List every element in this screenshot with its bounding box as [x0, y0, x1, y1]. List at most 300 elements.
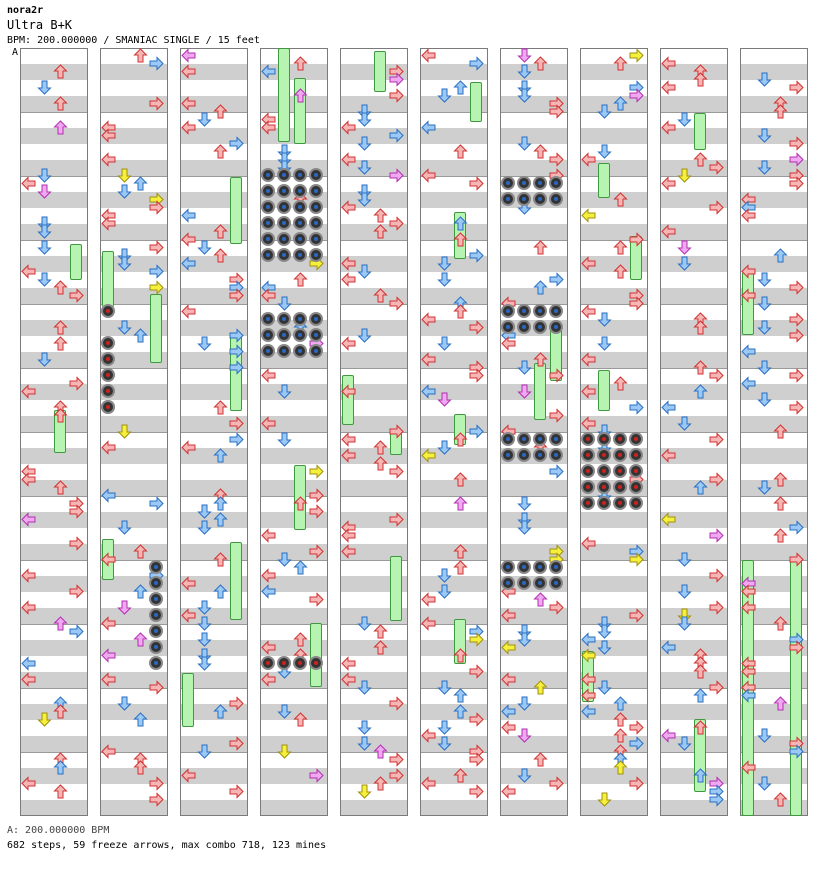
down-arrow-icon [37, 168, 52, 183]
right-arrow-icon [789, 744, 804, 759]
down-arrow-icon [597, 104, 612, 119]
down-arrow-icon [357, 160, 372, 175]
up-arrow-icon [693, 664, 708, 679]
left-arrow-icon [421, 312, 436, 327]
freeze-arrow [790, 560, 802, 816]
left-arrow-icon [21, 672, 36, 687]
right-arrow-icon [549, 104, 564, 119]
left-arrow-icon [21, 656, 36, 671]
right-arrow-icon [789, 152, 804, 167]
left-arrow-icon [341, 256, 356, 271]
right-arrow-icon [709, 160, 724, 175]
up-arrow-icon [453, 304, 468, 319]
up-arrow-icon [53, 408, 68, 423]
mine-icon [277, 328, 291, 342]
mine-icon [597, 464, 611, 478]
left-arrow-icon [101, 152, 116, 167]
up-arrow-icon [133, 712, 148, 727]
mine-icon [293, 312, 307, 326]
right-arrow-icon [309, 768, 324, 783]
down-arrow-icon [357, 264, 372, 279]
measure-column [20, 48, 88, 816]
right-arrow-icon [309, 544, 324, 559]
right-arrow-icon [389, 88, 404, 103]
down-arrow-icon [117, 184, 132, 199]
up-arrow-icon [773, 424, 788, 439]
right-arrow-icon [709, 528, 724, 543]
mine-icon [277, 312, 291, 326]
left-arrow-icon [501, 720, 516, 735]
left-arrow-icon [581, 256, 596, 271]
left-arrow-icon [581, 536, 596, 551]
right-arrow-icon [389, 168, 404, 183]
right-arrow-icon [469, 176, 484, 191]
up-arrow-icon [293, 496, 308, 511]
mine-icon [309, 232, 323, 246]
mine-icon [309, 248, 323, 262]
up-arrow-icon [533, 752, 548, 767]
right-arrow-icon [149, 776, 164, 791]
up-arrow-icon [213, 224, 228, 239]
measure-column [340, 48, 408, 816]
down-arrow-icon [37, 240, 52, 255]
down-arrow-icon [437, 720, 452, 735]
left-arrow-icon [341, 120, 356, 135]
up-arrow-icon [373, 744, 388, 759]
mine-icon [261, 232, 275, 246]
mine-icon [613, 496, 627, 510]
up-arrow-icon [613, 264, 628, 279]
right-arrow-icon [149, 240, 164, 255]
right-arrow-icon [629, 88, 644, 103]
right-arrow-icon [709, 600, 724, 615]
down-arrow-icon [597, 144, 612, 159]
up-arrow-icon [773, 248, 788, 263]
freeze-arrow [310, 623, 322, 687]
left-arrow-icon [261, 120, 276, 135]
left-arrow-icon [181, 64, 196, 79]
left-arrow-icon [661, 728, 676, 743]
left-arrow-icon [341, 432, 356, 447]
down-arrow-icon [677, 616, 692, 631]
up-arrow-icon [693, 384, 708, 399]
left-arrow-icon [21, 384, 36, 399]
up-arrow-icon [133, 632, 148, 647]
left-arrow-icon [261, 584, 276, 599]
down-arrow-icon [517, 88, 532, 103]
left-arrow-icon [421, 352, 436, 367]
down-arrow-icon [197, 656, 212, 671]
mine-icon [629, 448, 643, 462]
up-arrow-icon [53, 320, 68, 335]
down-arrow-icon [37, 80, 52, 95]
mine-icon [277, 248, 291, 262]
up-arrow-icon [453, 648, 468, 663]
up-arrow-icon [693, 152, 708, 167]
right-arrow-icon [469, 248, 484, 263]
mine-icon [549, 176, 563, 190]
down-arrow-icon [597, 312, 612, 327]
down-arrow-icon [117, 696, 132, 711]
left-arrow-icon [21, 776, 36, 791]
measure-column [660, 48, 728, 816]
right-arrow-icon [229, 784, 244, 799]
mine-icon [501, 304, 515, 318]
down-arrow-icon [357, 136, 372, 151]
freeze-arrow [598, 163, 610, 198]
mine-icon [309, 168, 323, 182]
left-arrow-icon [421, 120, 436, 135]
up-arrow-icon [773, 616, 788, 631]
right-arrow-icon [549, 272, 564, 287]
up-arrow-icon [53, 760, 68, 775]
mine-icon [533, 432, 547, 446]
chart-stats: 682 steps, 59 freeze arrows, max combo 718, 123 mines [7, 840, 327, 851]
left-arrow-icon [501, 336, 516, 351]
right-arrow-icon [69, 584, 84, 599]
measure-column [740, 48, 808, 816]
mine-icon [501, 432, 515, 446]
up-arrow-icon [613, 96, 628, 111]
left-arrow-icon [341, 384, 356, 399]
freeze-arrow [102, 251, 114, 307]
left-arrow-icon [741, 688, 756, 703]
right-arrow-icon [389, 464, 404, 479]
up-arrow-icon [133, 760, 148, 775]
up-arrow-icon [453, 544, 468, 559]
right-arrow-icon [389, 768, 404, 783]
up-arrow-icon [213, 104, 228, 119]
left-arrow-icon [741, 584, 756, 599]
down-arrow-icon [117, 256, 132, 271]
down-arrow-icon [597, 624, 612, 639]
right-arrow-icon [229, 696, 244, 711]
left-arrow-icon [741, 344, 756, 359]
up-arrow-icon [693, 688, 708, 703]
right-arrow-icon [229, 328, 244, 343]
down-arrow-icon [597, 792, 612, 807]
mine-icon [261, 656, 275, 670]
up-arrow-icon [453, 216, 468, 231]
left-arrow-icon [181, 208, 196, 223]
down-arrow-icon [37, 272, 52, 287]
up-arrow-icon [133, 176, 148, 191]
freeze-arrow [534, 363, 546, 420]
down-arrow-icon [677, 112, 692, 127]
down-arrow-icon [677, 584, 692, 599]
left-arrow-icon [341, 672, 356, 687]
left-arrow-icon [101, 744, 116, 759]
left-arrow-icon [421, 728, 436, 743]
left-arrow-icon [181, 576, 196, 591]
mine-icon [293, 216, 307, 230]
mine-icon [597, 496, 611, 510]
up-arrow-icon [613, 56, 628, 71]
left-arrow-icon [341, 152, 356, 167]
up-arrow-icon [373, 288, 388, 303]
down-arrow-icon [117, 520, 132, 535]
left-arrow-icon [581, 384, 596, 399]
mine-icon [581, 432, 595, 446]
right-arrow-icon [709, 200, 724, 215]
down-arrow-icon [677, 552, 692, 567]
freeze-arrow [374, 51, 386, 92]
down-arrow-icon [437, 88, 452, 103]
left-arrow-icon [741, 664, 756, 679]
right-arrow-icon [789, 136, 804, 151]
mine-icon [293, 344, 307, 358]
right-arrow-icon [709, 368, 724, 383]
mine-icon [613, 480, 627, 494]
down-arrow-icon [357, 328, 372, 343]
mine-icon [533, 320, 547, 334]
freeze-arrow [390, 556, 402, 621]
bpm-legend: A: 200.000000 BPM [7, 825, 110, 836]
right-arrow-icon [469, 712, 484, 727]
left-arrow-icon [661, 512, 676, 527]
left-arrow-icon [741, 208, 756, 223]
up-arrow-icon [773, 104, 788, 119]
right-arrow-icon [469, 784, 484, 799]
up-arrow-icon [53, 96, 68, 111]
right-arrow-icon [629, 776, 644, 791]
measure-column [580, 48, 648, 816]
left-arrow-icon [741, 600, 756, 615]
left-arrow-icon [101, 672, 116, 687]
freeze-arrow [470, 82, 482, 122]
left-arrow-icon [261, 416, 276, 431]
right-arrow-icon [629, 736, 644, 751]
mine-icon [613, 432, 627, 446]
mine-icon [581, 480, 595, 494]
up-arrow-icon [213, 248, 228, 263]
right-arrow-icon [469, 56, 484, 71]
left-arrow-icon [101, 488, 116, 503]
mine-icon [277, 656, 291, 670]
left-arrow-icon [21, 472, 36, 487]
mine-icon [517, 192, 531, 206]
left-arrow-icon [261, 672, 276, 687]
bpm-marker-label: A [12, 47, 19, 58]
mine-icon [101, 368, 115, 382]
mine-icon [533, 304, 547, 318]
mine-icon [597, 432, 611, 446]
left-arrow-icon [661, 56, 676, 71]
right-arrow-icon [549, 368, 564, 383]
left-arrow-icon [261, 528, 276, 543]
mine-icon [309, 312, 323, 326]
up-arrow-icon [453, 560, 468, 575]
up-arrow-icon [693, 768, 708, 783]
down-arrow-icon [357, 192, 372, 207]
measure-column [500, 48, 568, 816]
down-arrow-icon [357, 784, 372, 799]
right-arrow-icon [629, 720, 644, 735]
mine-icon [533, 192, 547, 206]
up-arrow-icon [693, 72, 708, 87]
down-arrow-icon [117, 424, 132, 439]
mine-icon [501, 176, 515, 190]
right-arrow-icon [469, 632, 484, 647]
mine-icon [277, 216, 291, 230]
left-arrow-icon [341, 656, 356, 671]
right-arrow-icon [389, 128, 404, 143]
mine-icon [293, 168, 307, 182]
right-arrow-icon [789, 520, 804, 535]
down-arrow-icon [437, 584, 452, 599]
up-arrow-icon [533, 680, 548, 695]
down-arrow-icon [197, 600, 212, 615]
right-arrow-icon [469, 368, 484, 383]
left-arrow-icon [741, 760, 756, 775]
left-arrow-icon [501, 608, 516, 623]
down-arrow-icon [437, 256, 452, 271]
left-arrow-icon [421, 48, 436, 63]
right-arrow-icon [789, 280, 804, 295]
up-arrow-icon [133, 584, 148, 599]
up-arrow-icon [613, 712, 628, 727]
down-arrow-icon [517, 136, 532, 151]
right-arrow-icon [69, 288, 84, 303]
down-arrow-icon [117, 320, 132, 335]
left-arrow-icon [181, 768, 196, 783]
mine-icon [549, 192, 563, 206]
freeze-arrow [598, 370, 610, 411]
left-arrow-icon [581, 672, 596, 687]
right-arrow-icon [629, 552, 644, 567]
freeze-arrow [742, 272, 754, 335]
down-arrow-icon [757, 296, 772, 311]
down-arrow-icon [757, 128, 772, 143]
down-arrow-icon [437, 680, 452, 695]
down-arrow-icon [197, 616, 212, 631]
down-arrow-icon [517, 48, 532, 63]
freeze-arrow [150, 294, 162, 363]
right-arrow-icon [149, 792, 164, 807]
down-arrow-icon [357, 112, 372, 127]
up-arrow-icon [53, 336, 68, 351]
up-arrow-icon [213, 496, 228, 511]
up-arrow-icon [213, 552, 228, 567]
mine-icon [261, 200, 275, 214]
mine-icon [277, 200, 291, 214]
mine-icon [517, 432, 531, 446]
right-arrow-icon [69, 376, 84, 391]
right-arrow-icon [69, 504, 84, 519]
left-arrow-icon [661, 224, 676, 239]
left-arrow-icon [581, 416, 596, 431]
down-arrow-icon [757, 72, 772, 87]
right-arrow-icon [69, 624, 84, 639]
mine-icon [533, 176, 547, 190]
down-arrow-icon [277, 704, 292, 719]
down-arrow-icon [37, 184, 52, 199]
left-arrow-icon [661, 80, 676, 95]
up-arrow-icon [293, 712, 308, 727]
right-arrow-icon [709, 680, 724, 695]
mine-icon [261, 344, 275, 358]
right-arrow-icon [709, 432, 724, 447]
up-arrow-icon [533, 352, 548, 367]
mine-icon [549, 448, 563, 462]
up-arrow-icon [373, 208, 388, 223]
right-arrow-icon [309, 488, 324, 503]
left-arrow-icon [341, 272, 356, 287]
up-arrow-icon [613, 192, 628, 207]
up-arrow-icon [293, 632, 308, 647]
right-arrow-icon [389, 216, 404, 231]
freeze-arrow [230, 542, 242, 620]
up-arrow-icon [773, 696, 788, 711]
up-arrow-icon [53, 480, 68, 495]
left-arrow-icon [661, 120, 676, 135]
up-arrow-icon [373, 776, 388, 791]
mine-icon [581, 448, 595, 462]
right-arrow-icon [389, 752, 404, 767]
measure-column [100, 48, 168, 816]
up-arrow-icon [453, 496, 468, 511]
up-arrow-icon [693, 320, 708, 335]
left-arrow-icon [21, 176, 36, 191]
mine-icon [629, 480, 643, 494]
up-arrow-icon [373, 456, 388, 471]
left-arrow-icon [501, 784, 516, 799]
down-arrow-icon [197, 112, 212, 127]
mine-icon [149, 576, 163, 590]
up-arrow-icon [53, 784, 68, 799]
right-arrow-icon [389, 424, 404, 439]
up-arrow-icon [773, 528, 788, 543]
freeze-arrow [230, 177, 242, 244]
up-arrow-icon [133, 48, 148, 63]
mine-icon [149, 640, 163, 654]
mine-icon [149, 624, 163, 638]
down-arrow-icon [517, 520, 532, 535]
down-arrow-icon [277, 384, 292, 399]
up-arrow-icon [53, 616, 68, 631]
mine-icon [629, 496, 643, 510]
down-arrow-icon [437, 272, 452, 287]
mine-icon [549, 320, 563, 334]
down-arrow-icon [517, 696, 532, 711]
up-arrow-icon [53, 280, 68, 295]
down-arrow-icon [597, 336, 612, 351]
mine-icon [261, 248, 275, 262]
left-arrow-icon [101, 440, 116, 455]
mine-icon [101, 400, 115, 414]
down-arrow-icon [437, 568, 452, 583]
mine-icon [501, 576, 515, 590]
right-arrow-icon [389, 512, 404, 527]
left-arrow-icon [661, 176, 676, 191]
freeze-arrow [694, 113, 706, 150]
down-arrow-icon [277, 744, 292, 759]
right-arrow-icon [629, 232, 644, 247]
mine-icon [501, 192, 515, 206]
down-arrow-icon [37, 712, 52, 727]
up-arrow-icon [133, 328, 148, 343]
mine-icon [517, 320, 531, 334]
up-arrow-icon [373, 640, 388, 655]
right-arrow-icon [789, 368, 804, 383]
up-arrow-icon [533, 56, 548, 71]
chart-name: Ultra B+K [7, 18, 73, 32]
right-arrow-icon [229, 288, 244, 303]
freeze-arrow [182, 673, 194, 727]
mine-icon [309, 328, 323, 342]
mine-icon [309, 200, 323, 214]
right-arrow-icon [469, 664, 484, 679]
